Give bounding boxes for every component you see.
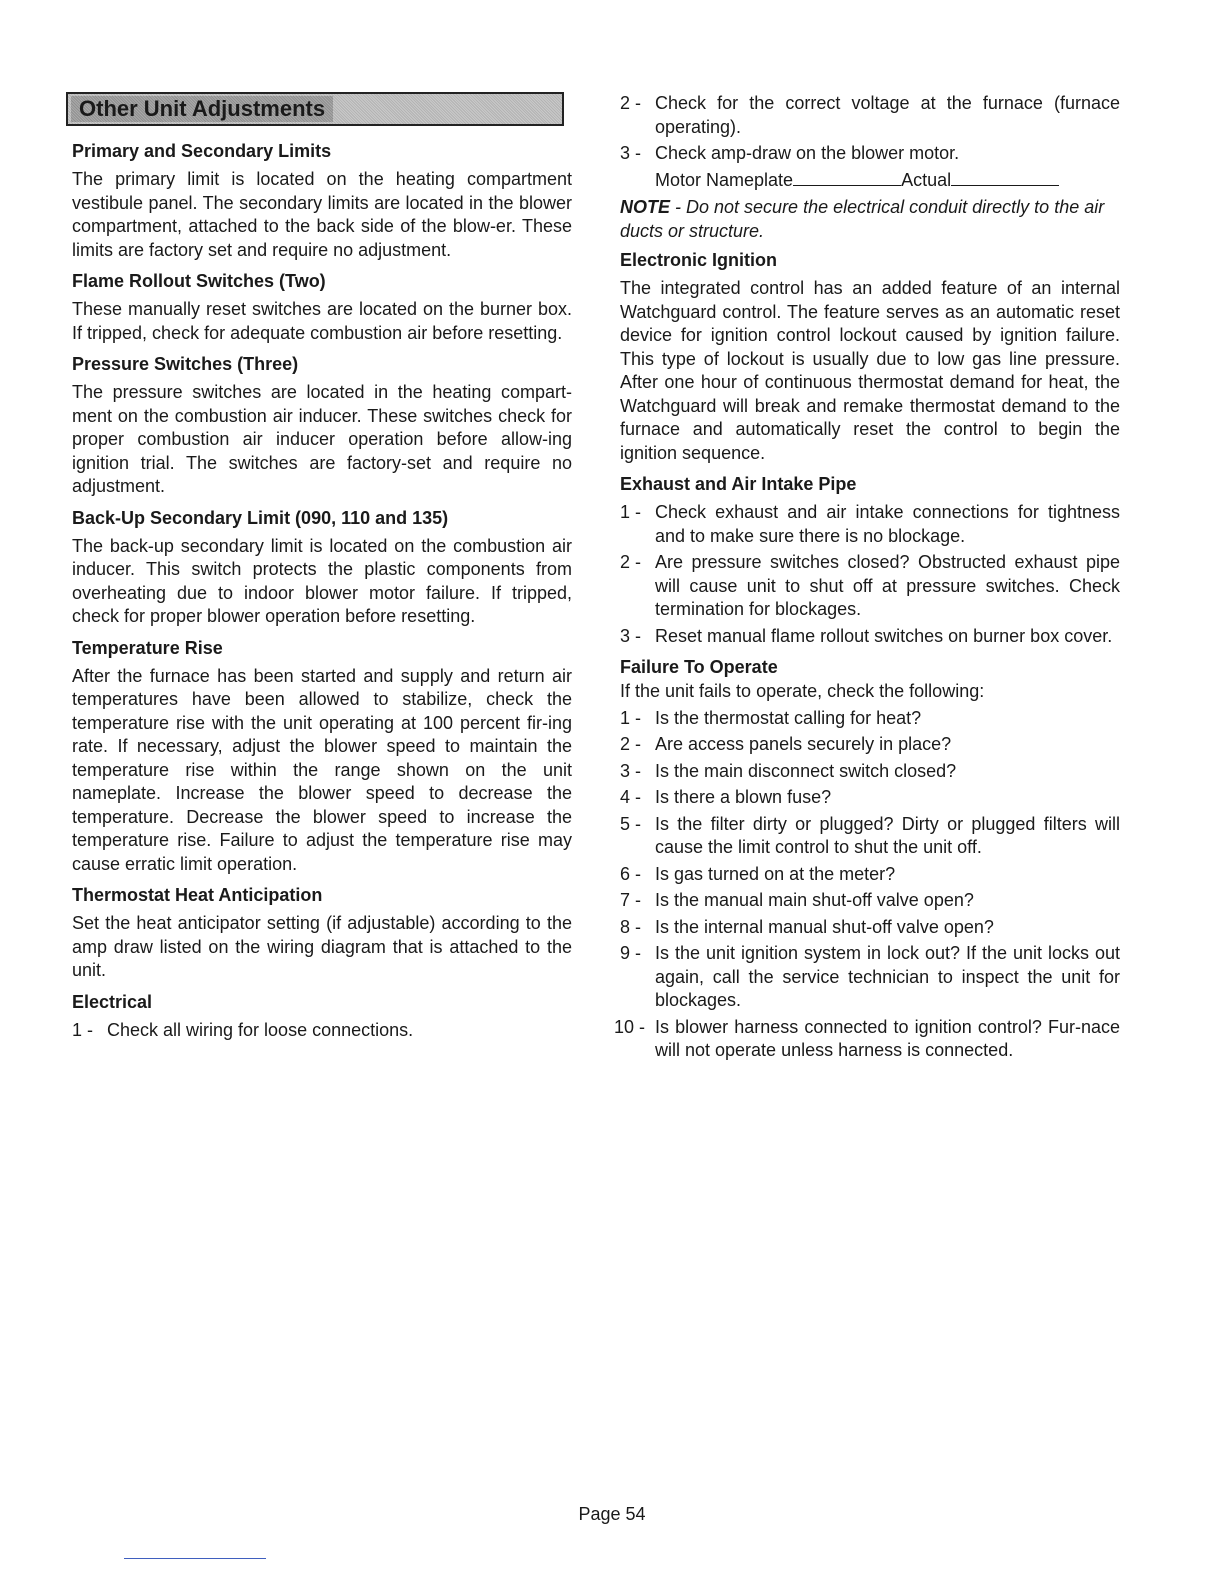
list-text: Is the filter dirty or plugged? Dirty or plugged filters will cause the limit control to shut the unit off.: [655, 813, 1120, 857]
list-number: 3 -: [620, 143, 642, 163]
list-number: 8 -: [620, 916, 642, 937]
list-text: Reset manual flame rollout switches on burner box cover.: [655, 625, 1113, 646]
list-item: [620, 707, 1120, 731]
list-number: 4 -: [620, 787, 642, 807]
list-text: Is the unit ignition system in lock out? If the unit locks out again, call the service technician to inspect the unit for blockages.: [655, 943, 1120, 1010]
list-item: [620, 760, 1120, 784]
list-item: [620, 813, 1120, 860]
body-thermostat-heat-anticipation: Set the heat anticipator setting (if adjustable) according to the amp draw listed on the wiring diagram that is attached to the unit.: [72, 913, 572, 980]
section-banner: [66, 92, 564, 126]
list-item: [620, 786, 1120, 810]
heading-electrical: Electrical: [72, 991, 153, 1012]
heading-failure-to-operate: Failure To Operate: [620, 657, 778, 677]
list-number: 2 -: [620, 734, 642, 754]
list-number: 6 -: [620, 863, 642, 884]
note-text: - Do not secure the electrical conduit directly to the air ducts or structure.: [620, 197, 1105, 241]
note: [620, 196, 1120, 243]
list-text: Is gas turned on at the meter?: [655, 863, 896, 884]
list-number: 5 -: [620, 813, 642, 834]
list-text: Is the manual main shut-off valve open?: [655, 890, 974, 910]
body-backup-secondary-limit: The back-up secondary limit is located on the combustion air inducer. This switch protects the plastic components from overheating due to indoor blower motor failure. If tripped, check for proper blower operation before resetting.: [72, 535, 572, 626]
list-text: Is the thermostat calling for heat?: [655, 707, 922, 728]
body-pressure-switches: The pressure switches are located in the heating compart-ment on the combustion air inducer. These switches check for proper combustion air inducer operation before allow-ing ignition trial. The switches are factory-set and require no adjustment.: [72, 382, 572, 496]
right-column: [614, 92, 1120, 1066]
body-primary-secondary-limits: The primary limit is located on the heating compartment vestibule panel. The secondary limits are located in the blower compartment, attached to the back side of the blow-er. These limits are factory set and require no adjustment.: [72, 169, 572, 260]
heading-pressure-switches: Pressure Switches (Three): [72, 354, 299, 374]
list-item: [620, 501, 1120, 548]
motor-nameplate-line: [620, 169, 1120, 193]
list-text: Check exhaust and air intake connections for tightness and to make sure there is no blockage.: [655, 502, 1120, 546]
list-item: [620, 863, 1120, 887]
list-text: Is there a blown fuse?: [655, 787, 832, 807]
list-item: [72, 1019, 572, 1043]
heading-thermostat-heat-anticipation: Thermostat Heat Anticipation: [72, 885, 323, 905]
heading-backup-secondary-limit: Back-Up Secondary Limit (090, 110 and 135): [72, 507, 449, 528]
list-text: Check for the correct voltage at the furnace (furnace operating).: [655, 93, 1120, 137]
body-flame-rollout-switches: These manually reset switches are located on the burner box. If tripped, check for adequate combustion air before resetting.: [72, 299, 572, 343]
list-number: 1 -: [72, 1019, 94, 1040]
list-item: [620, 733, 1120, 757]
list-item: [620, 942, 1120, 1013]
list-text: Check amp-draw on the blower motor.: [655, 143, 960, 163]
list-item: [620, 551, 1120, 622]
banner-title: Other Unit Adjustments: [71, 96, 333, 122]
list-item: [620, 625, 1120, 649]
list-item: [614, 1016, 1120, 1063]
list-number: 3 -: [620, 760, 642, 781]
nameplate-blank: [793, 170, 901, 186]
list-number: 1 -: [620, 707, 642, 728]
list-number: 1 -: [620, 502, 642, 522]
heading-primary-secondary-limits: Primary and Secondary Limits: [72, 141, 332, 161]
list-text: Is the internal manual shut-off valve open?: [655, 916, 994, 937]
list-text: Is the main disconnect switch closed?: [655, 760, 957, 781]
motor-nameplate-label: Motor Nameplate: [655, 169, 794, 190]
list-number: 3 -: [620, 625, 642, 646]
list-number: 2 -: [620, 552, 642, 572]
body-temperature-rise: After the furnace has been started and supply and return air temperatures have been allowed to stabilize, check the temperature rise with the unit operating at 100 percent fir-ing rate. If necessary, adjust the blower speed to maintain the temperature rise within the range shown on the unit nameplate. Increase the blower speed to decrease the temperature. Decrease the blower speed to increase the temperature rise. Failure to adjust the temperature rise may cause erratic limit operation.: [72, 665, 572, 874]
list-number: 9 -: [620, 943, 642, 963]
heading-flame-rollout-switches: Flame Rollout Switches (Two): [72, 271, 326, 291]
list-item: [620, 92, 1120, 139]
list-number: 10 -: [614, 1016, 646, 1037]
heading-exhaust-air-intake: Exhaust and Air Intake Pipe: [620, 474, 857, 494]
list-item: [620, 916, 1120, 940]
list-text: Are access panels securely in place?: [655, 734, 952, 754]
page-number: Page 54: [578, 1504, 646, 1524]
note-label: NOTE: [620, 197, 671, 217]
list-item: [620, 142, 1120, 166]
list-text: Are pressure switches closed? Obstructed exhaust pipe will cause unit to shut off at pressure switches. Check termination for blockages.: [655, 552, 1120, 619]
heading-temperature-rise: Temperature Rise: [72, 637, 223, 658]
heading-electronic-ignition: Electronic Ignition: [620, 250, 778, 270]
list-item: [620, 889, 1120, 913]
bottom-rule: [124, 1558, 266, 1559]
list-number: 2 -: [620, 93, 642, 113]
failure-intro: If the unit fails to operate, check the following:: [620, 681, 985, 701]
list-text: Is blower harness connected to ignition control? Fur-nace will not operate unless harness is connected.: [655, 1016, 1120, 1060]
left-column: [72, 92, 572, 1045]
actual-label: Actual: [901, 169, 952, 190]
list-text: Check all wiring for loose connections.: [107, 1019, 414, 1040]
body-electronic-ignition: The integrated control has an added feature of an internal Watchguard control. The feature serves as an automatic reset device for ignition control lockout caused by ignition failure. This type of lockout is usually due to low gas line pressure. After one hour of continuous thermostat demand for heat, the Watchguard will break and remake thermostat demand to the furnace and automatically reset the control to begin the ignition sequence.: [620, 278, 1120, 463]
list-number: 7 -: [620, 890, 642, 910]
actual-blank: [951, 170, 1059, 186]
